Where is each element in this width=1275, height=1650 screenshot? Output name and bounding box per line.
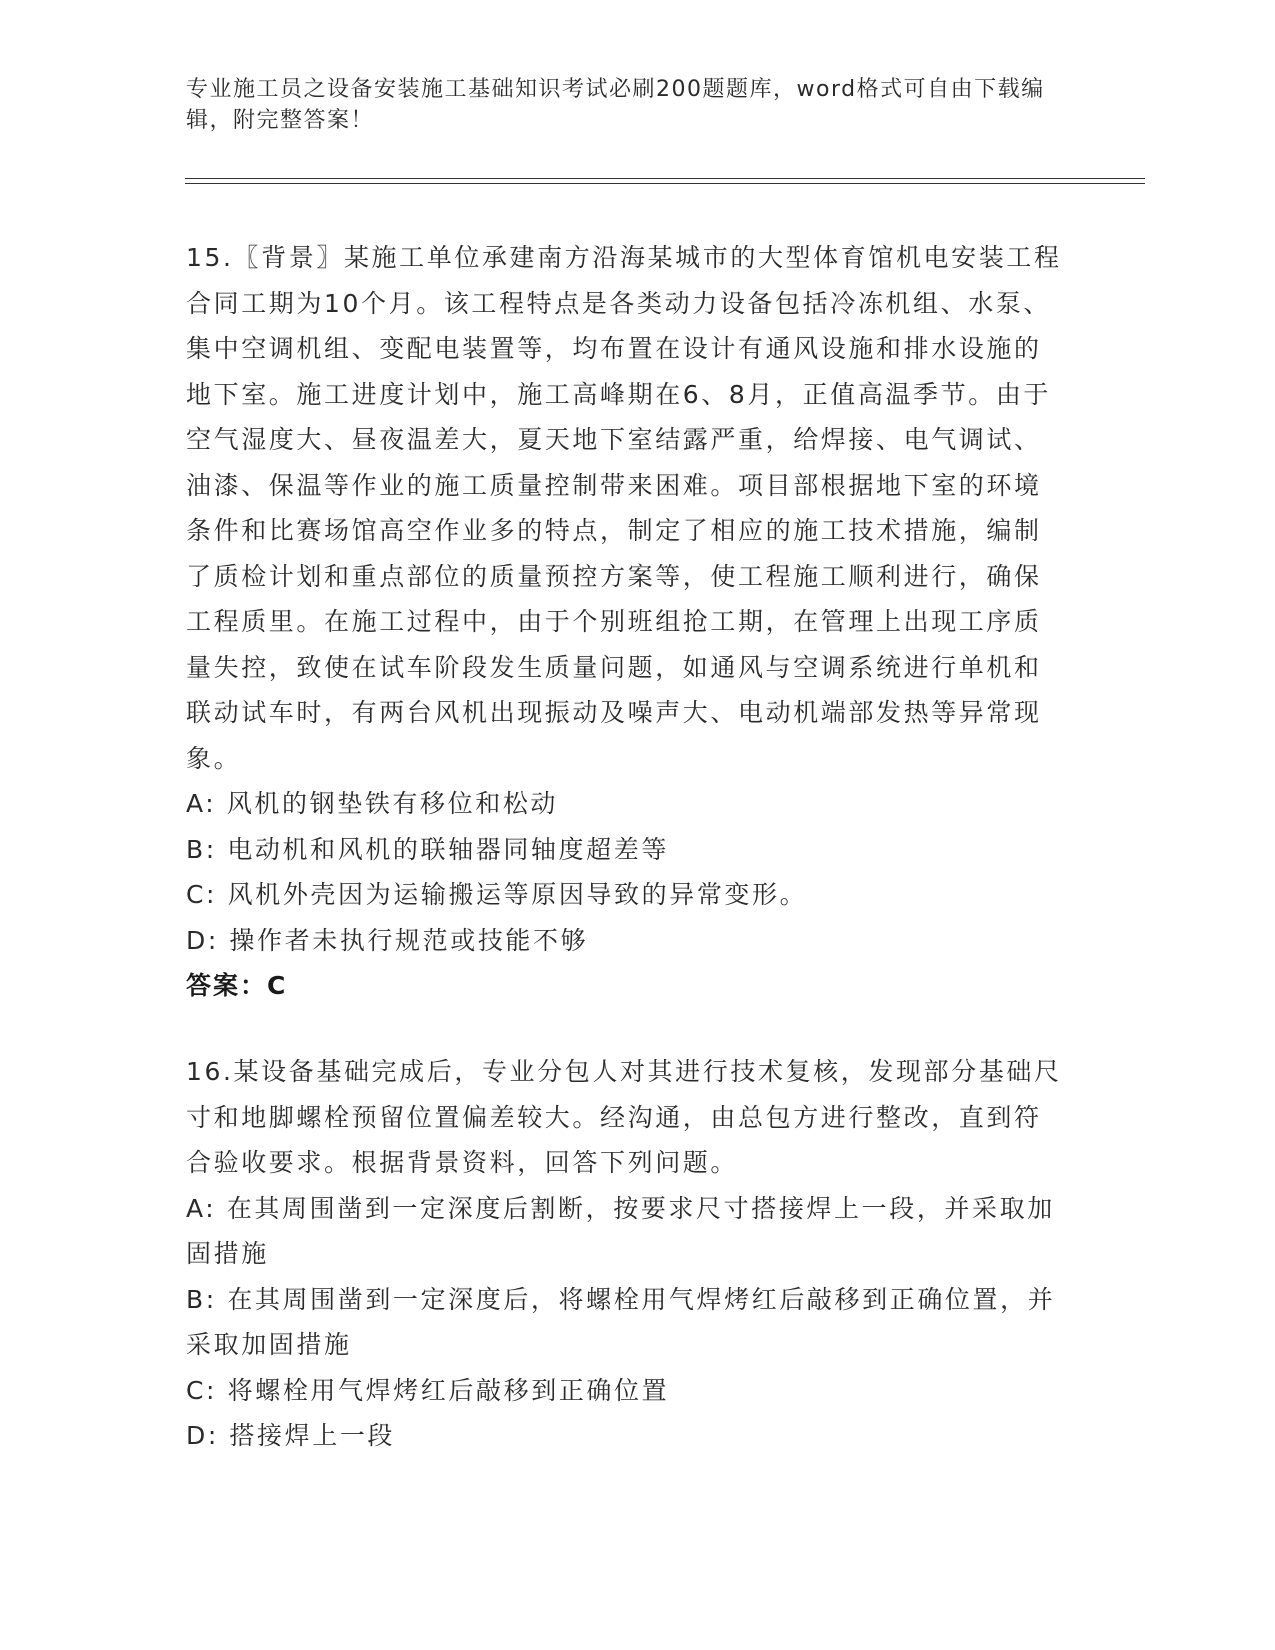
question-16 (186, 1049, 1066, 1459)
option-d: D: 搭接焊上一段 (186, 1421, 396, 1450)
option-c: C: 风机外壳因为运输搬运等原因导致的异常变形。 (186, 880, 808, 909)
question-stem: 16.某设备基础完成后，专业分包人对其进行技术复核，发现部分基础尺寸和地脚螺栓预留位置偏差较大。经沟通，由总包方进行整改，直到符合验收要求。根据背景资料，回答下列问题。 (186, 1057, 1062, 1177)
question-stem: 15.〖背景〗某施工单位承建南方沿海某城市的大型体育馆机电安装工程合同工期为10个月。该工程特点是各类动力设备包括冷冻机组、水泵、集中空调机组、变配电装置等，均布置在设计有通风设施和排水设施的地下室。施工进度计划中，施工高峰期在6、8月，正值高温季节。由于空气湿度大、昼夜温差大，夏天地下室结露严重，给焊接、电气调试、油漆、保温等作业的施工质量控制带来困难。项目部根据地下室的环境条件和比赛场馆高空作业多的特点，制定了相应的施工技术措施，编制了质检计划和重点部位的质量预控方案等，使工程施工顺利进行，确保工程质里。在施工过程中，由于个别班组抢工期，在管理上出现工序质量失控，致使在试车阶段发生质量问题，如通风与空调系统进行单机和联动试车时，有两台风机出现振动及噪声大、电动机端部发热等异常现象。 (186, 243, 1062, 773)
option-b: B: 电动机和风机的联轴器同轴度超差等 (186, 834, 669, 864)
option-a: A: 在其周围凿到一定深度后割断，按要求尺寸搭接焊上一段，并采取加固措施 (186, 1193, 1055, 1268)
question-15 (186, 235, 1066, 1009)
option-c: C: 将螺栓用气焊烤红后敲移到正确位置 (186, 1375, 670, 1405)
option-b: B: 在其周围凿到一定深度后，将螺栓用气焊烤红后敲移到正确位置，并采取加固措施 (186, 1284, 1056, 1359)
header-divider (185, 178, 1145, 179)
option-d: D: 操作者未执行规范或技能不够 (186, 925, 589, 955)
document-header: 专业施工员之设备安装施工基础知识考试必刷200题题库，word格式可自由下载编辑，附完整答案！ (186, 77, 1045, 133)
option-a: A: 风机的钢垫铁有移位和松动 (186, 789, 559, 818)
header-divider-secondary (185, 183, 1145, 184)
answer-label: 答案：C (186, 971, 288, 1000)
